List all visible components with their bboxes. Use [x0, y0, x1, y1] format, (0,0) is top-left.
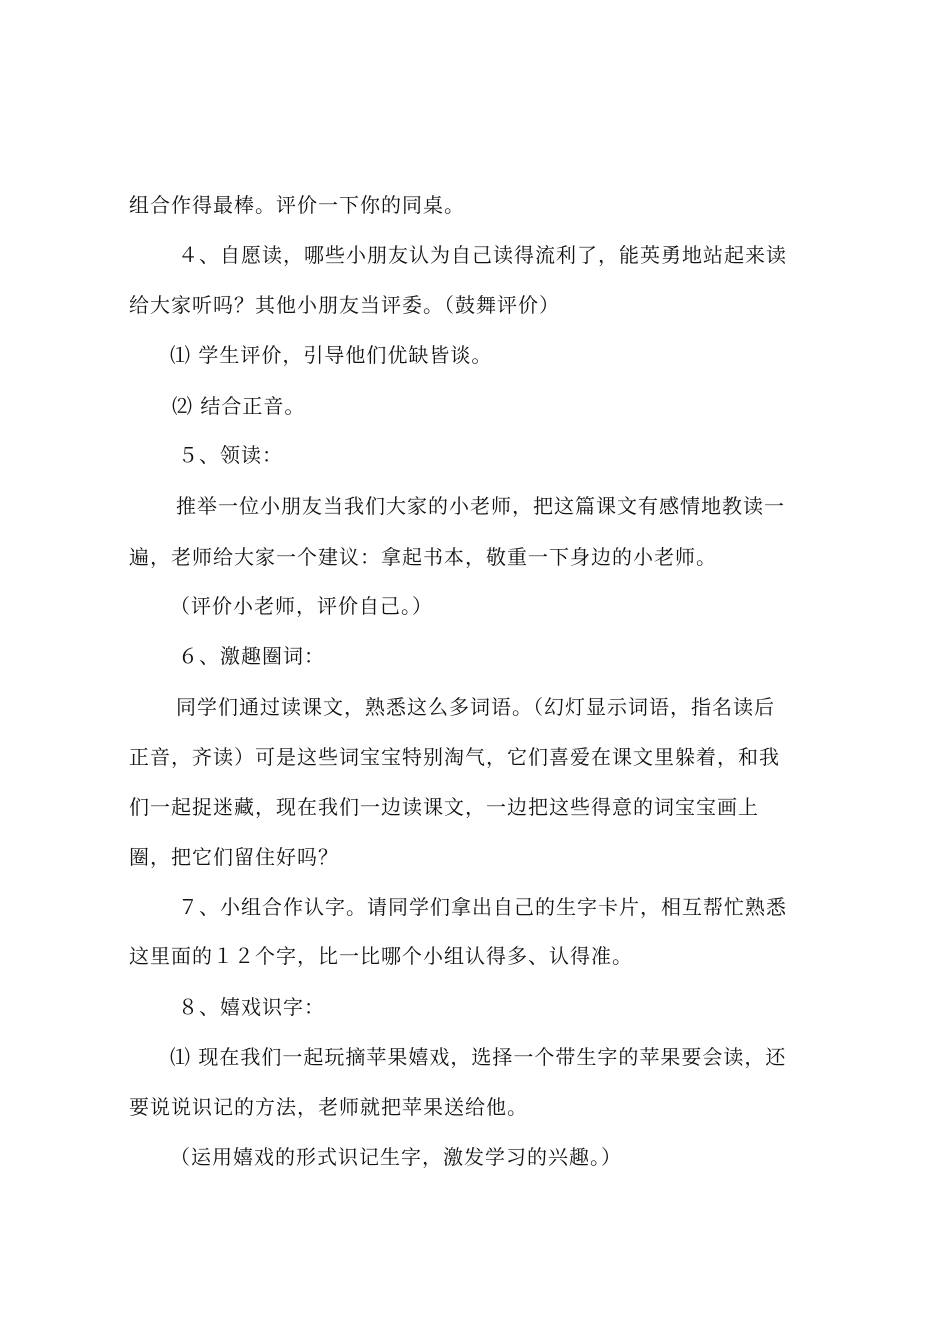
text-line: 圈，把它们留住好吗？	[129, 845, 339, 869]
text-line: 要说说识记的方法，老师就把苹果送给他。	[129, 1095, 528, 1119]
text-line: 同学们通过读课文，熟悉这么多词语。（幻灯显示词语，指名读后	[176, 695, 775, 719]
text-line: ４、自愿读，哪些小朋友认为自己读得流利了，能英勇地站起来读	[178, 243, 787, 267]
text-line: （评价小老师，评价自己。）	[170, 594, 433, 618]
text-line: （运用嬉戏的形式识记生字，激发学习的兴趣。）	[170, 1145, 622, 1169]
text-line: ⑴ 学生评价，引导他们优缺皆谈。	[170, 343, 493, 367]
text-line: ８、嬉戏识字：	[178, 995, 325, 1019]
text-line: 组合作得最棒。评价一下你的同桌。	[129, 193, 465, 217]
text-line: 正音，齐读）可是这些词宝宝特别淘气，它们喜爱在课文里躲着，和我	[129, 745, 780, 769]
text-line: ５、领读：	[178, 443, 283, 467]
text-line: 推举一位小朋友当我们大家的小老师，把这篇课文有感情地教读一	[176, 494, 785, 518]
text-line: ７、小组合作认字。请同学们拿出自己的生字卡片，相互帮忙熟悉	[178, 895, 787, 919]
text-line: 给大家听吗？其他小朋友当评委。（鼓舞评价）	[129, 293, 560, 317]
text-line: ６、激趣圈词：	[178, 644, 325, 668]
text-line: ⑵ 结合正音。	[172, 394, 306, 418]
text-line: 这里面的１２个字，比一比哪个小组认得多、认得准。	[129, 944, 633, 968]
text-line: 遍，老师给大家一个建议：拿起书本，敬重一下身边的小老师。	[129, 545, 717, 569]
text-line: ⑴ 现在我们一起玩摘苹果嬉戏，选择一个带生字的苹果要会读，还	[170, 1045, 787, 1069]
text-line: 们一起捉迷藏，现在我们一边读课文，一边把这些得意的词宝宝画上	[129, 795, 759, 819]
